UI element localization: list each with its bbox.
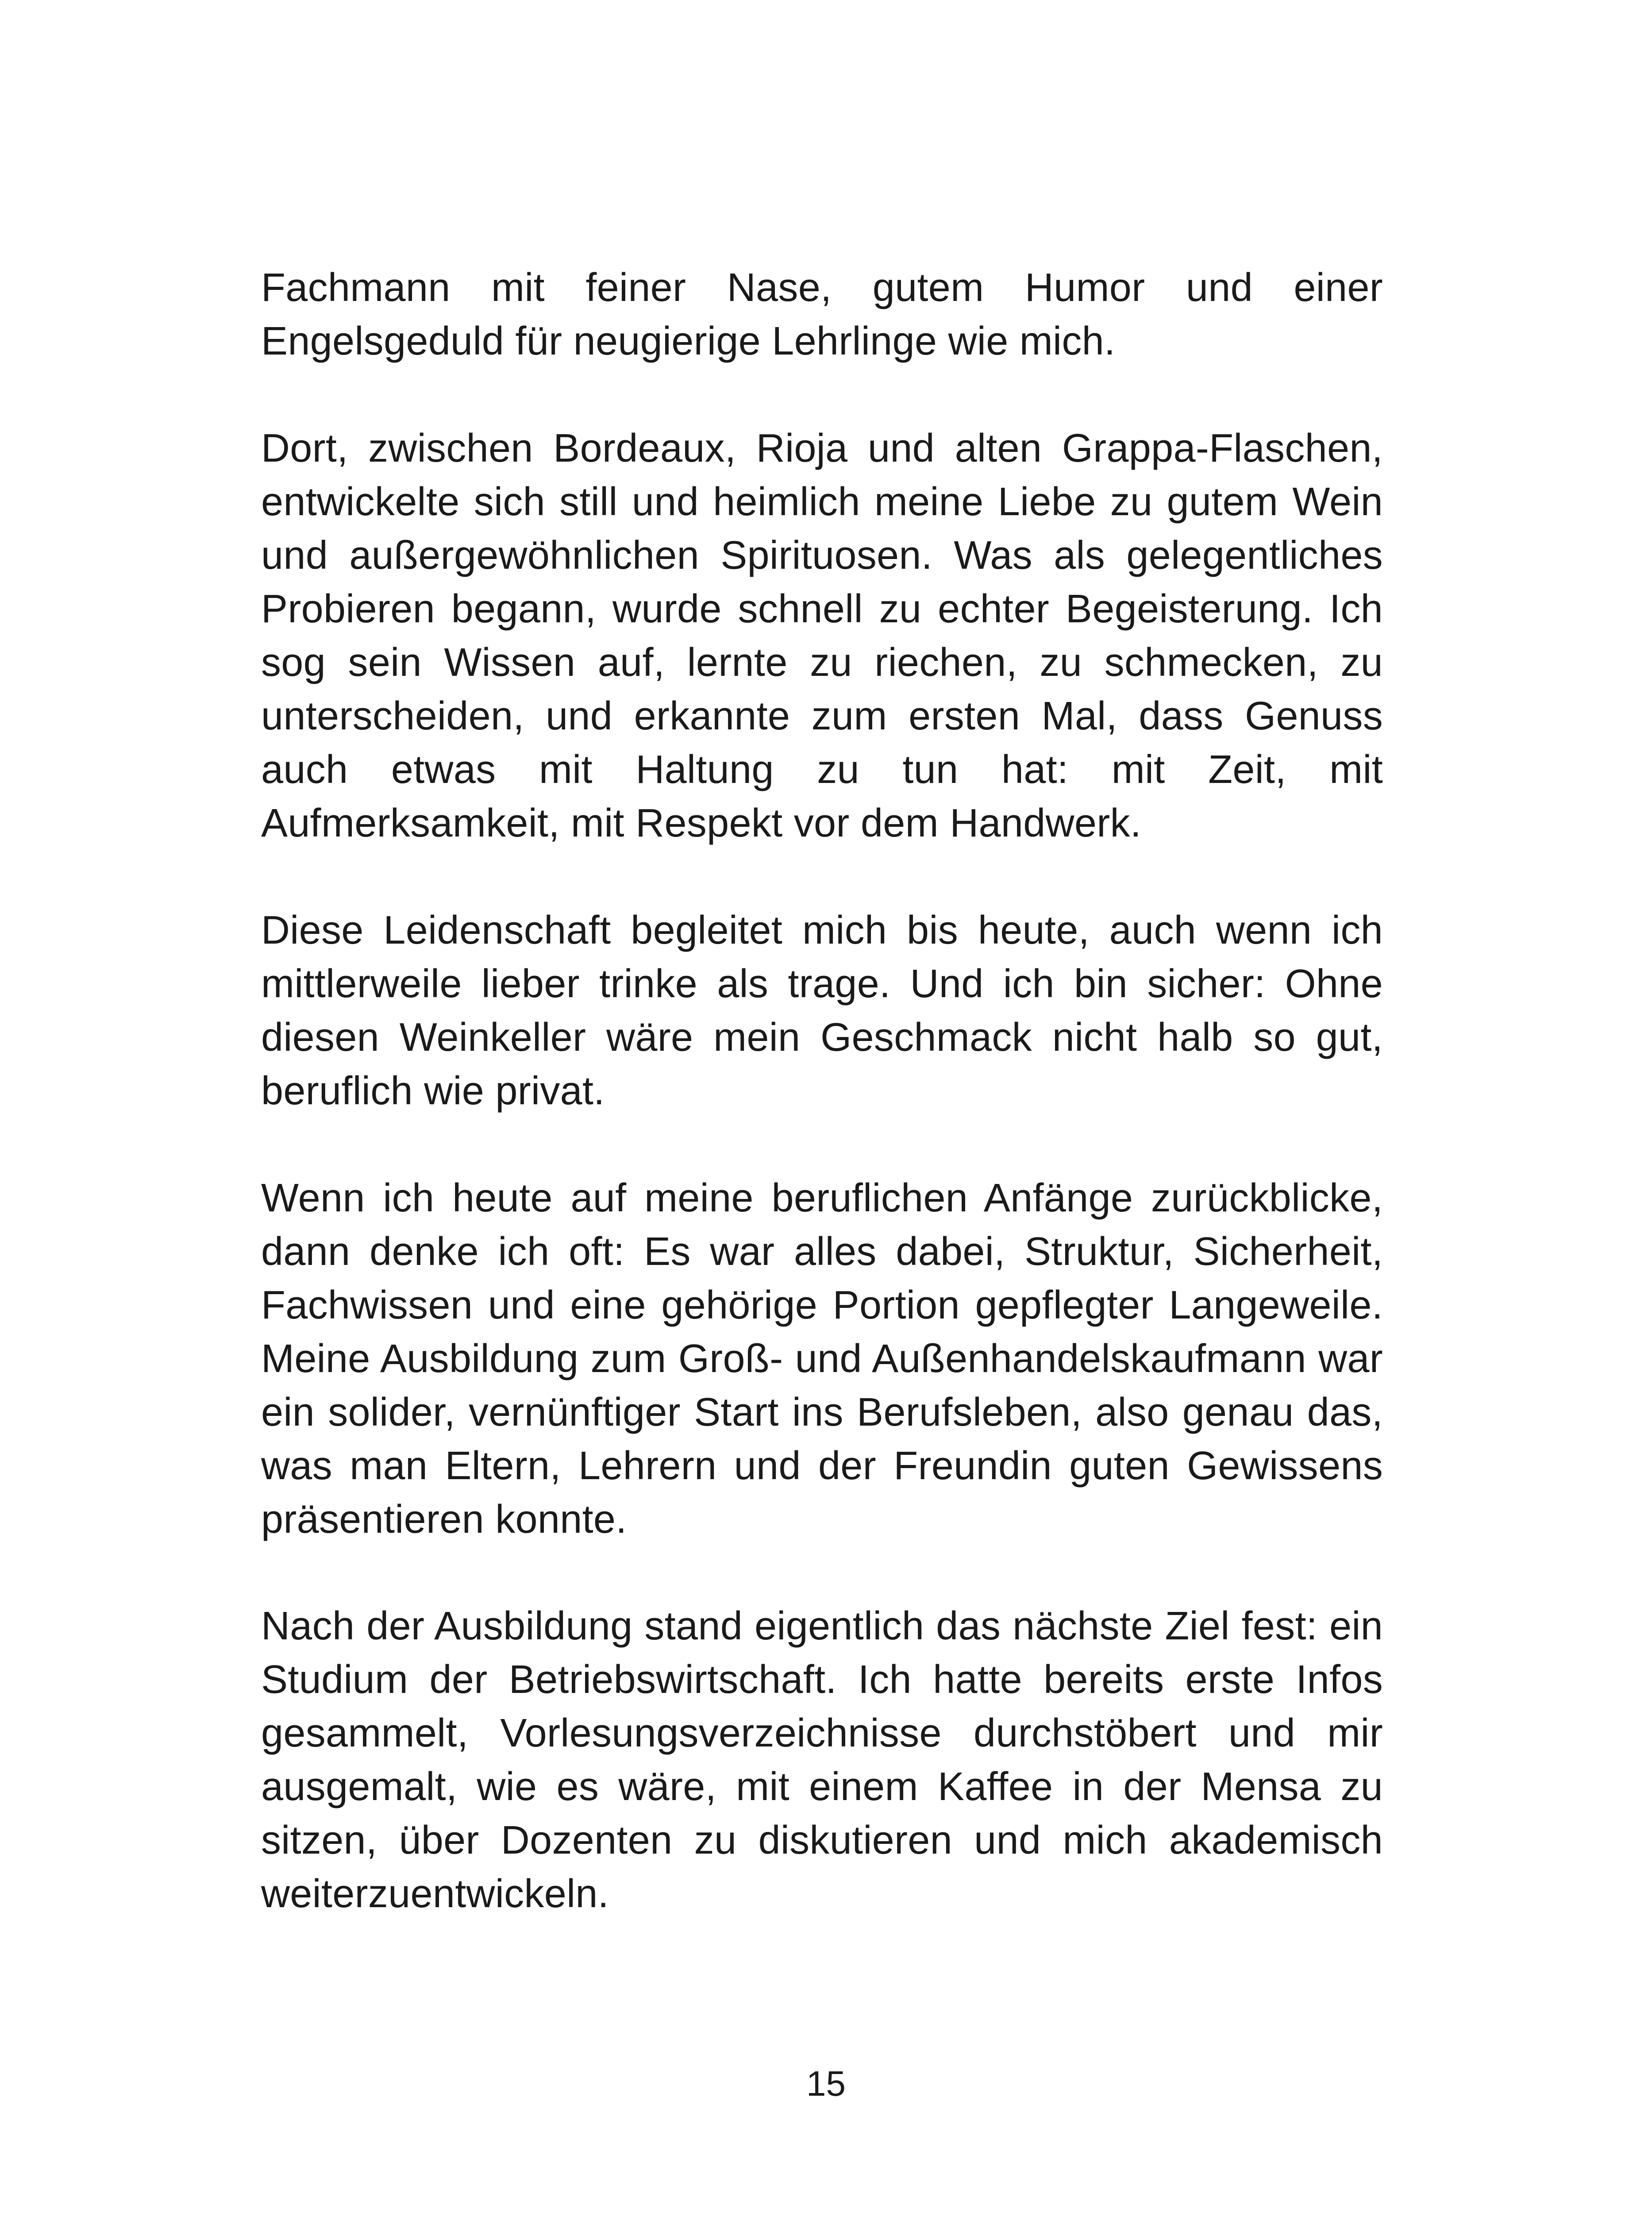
paragraph: Wenn ich heute auf meine beruflichen Anfänge zurückblicke, dann denke ich oft: Es war alles dabei, Struktur, Sicherheit, Fachwissen und eine gehörige Portion gepflegter Langeweile. Meine Ausbildung zum Groß- und Außenhandelskaufmann war ein solider, vernünftiger Start ins Berufsleben, also genau das, was man Eltern, Lehrern und der Freundin guten Gewissens präsentieren konnte. xyxy=(261,1176,1383,1542)
paragraph-2-block xyxy=(261,422,1383,850)
paragraph: Dort, zwischen Bordeaux, Rioja und alten Grappa-Flaschen, entwickelte sich still und heimlich meine Liebe zu gutem Wein und außergewöhnlichen Spirituosen. Was als gelegentliches Probieren begann, wurde schnell zu echter Begeisterung. Ich sog sein Wissen auf, lernte zu riechen, zu schmecken, zu unterscheiden, und erkannte zum ersten Mal, dass Genuss auch etwas mit Haltung zu tun hat: mit Zeit, mit Aufmerksamkeit, mit Respekt vor dem Handwerk. xyxy=(261,426,1383,845)
paragraph: Nach der Ausbildung stand eigentlich das nächste Ziel fest: ein Studium der Betriebswirtschaft. Ich hatte bereits erste Infos gesammelt, Vorlesungsverzeichnisse durchstöbert und mir ausgemalt, wie es wäre, mit einem Kaffee in der Mensa zu sitzen, über Dozenten zu diskutieren und mich akademisch weiterzuentwickeln. xyxy=(261,1604,1383,1916)
page-number: 15 xyxy=(806,2064,846,2103)
paragraph: Diese Leidenschaft begleitet mich bis heute, auch wenn ich mittlerweile lieber trinke als trage. Und ich bin sicher: Ohne diesen Weinkeller wäre mein Geschmack nicht halb so gut, beruflich wie privat. xyxy=(261,908,1383,1113)
paragraph-4-block xyxy=(261,1172,1383,1546)
paragraph-5-block xyxy=(261,1600,1383,1921)
paragraph: Fachmann mit feiner Nase, gutem Humor und einer Engelsgeduld für neugierige Lehrlinge wie mich. xyxy=(261,266,1383,363)
paragraph-1-block xyxy=(261,261,1383,368)
paragraph-3-block xyxy=(261,904,1383,1118)
